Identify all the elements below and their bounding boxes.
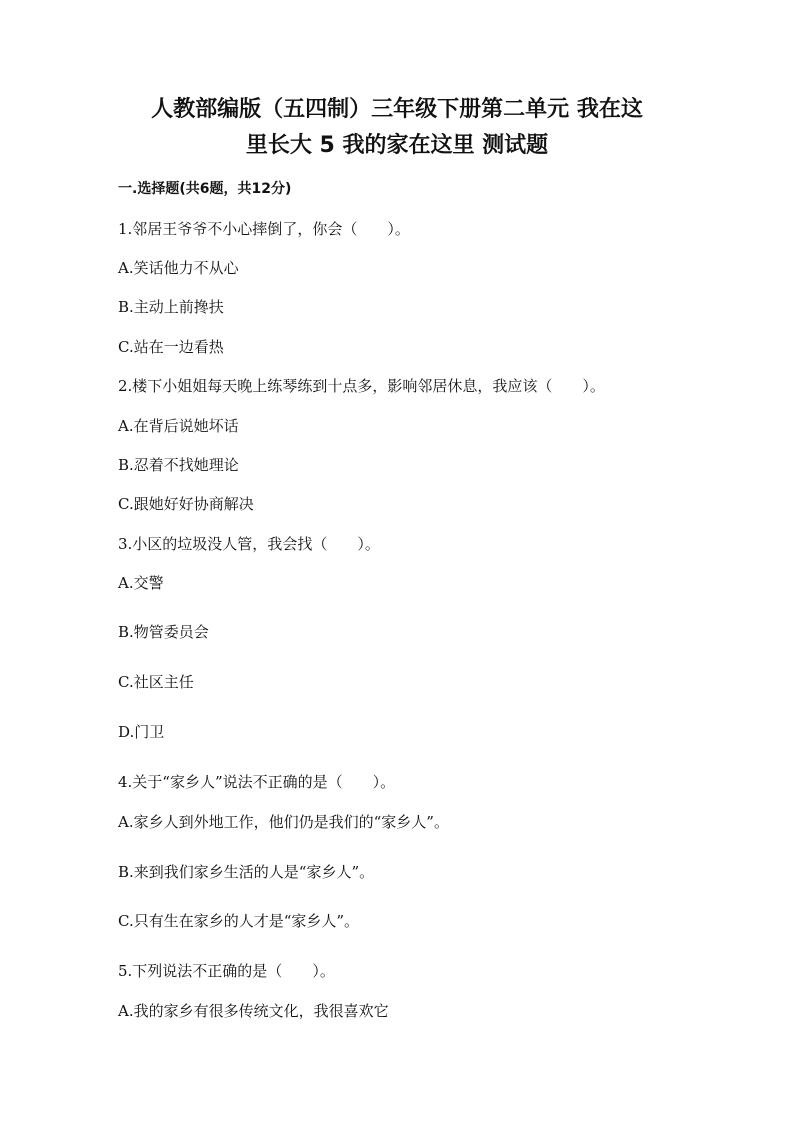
- question-2-stem: 2.楼下小姐姐每天晚上练琴练到十点多，影响邻居休息，我应该（ ）。: [118, 377, 605, 395]
- question-3-option-a: A.交警: [118, 574, 164, 592]
- question-1-option-a: A.笑话他力不从心: [118, 259, 239, 277]
- question-4-option-a: A.家乡人到外地工作，他们仍是我们的“家乡人”。: [118, 813, 449, 831]
- question-5-stem: 5.下列说法不正确的是（ ）。: [118, 962, 335, 980]
- question-3-option-c: C.社区主任: [118, 673, 194, 691]
- question-4-stem: 4.关于“家乡人”说法不正确的是（ ）。: [118, 773, 396, 791]
- question-2-option-b: B.忍着不找她理论: [118, 456, 239, 474]
- question-2-option-c: C.跟她好好协商解决: [118, 495, 254, 513]
- question-2-option-a: A.在背后说她坏话: [118, 417, 239, 435]
- question-1-option-b: B.主动上前搀扶: [118, 298, 224, 316]
- question-3-stem: 3.小区的垃圾没人管，我会找（ ）。: [118, 535, 380, 553]
- title-line-1: 人教部编版（五四制）三年级下册第二单元 我在这: [151, 97, 643, 122]
- question-3-option-d: D.门卫: [118, 723, 165, 741]
- question-4-option-c: C.只有生在家乡的人才是“家乡人”。: [118, 912, 360, 930]
- title-line-2: 里长大 5 我的家在这里 测试题: [245, 133, 549, 158]
- question-1-option-c: C.站在一边看热: [118, 338, 224, 356]
- question-3-option-b: B.物管委员会: [118, 623, 209, 641]
- document-title: [0, 92, 794, 164]
- question-5-option-a: A.我的家乡有很多传统文化，我很喜欢它: [118, 1002, 389, 1020]
- question-4-option-b: B.来到我们家乡生活的人是“家乡人”。: [118, 863, 375, 881]
- question-1-stem: 1.邻居王爷爷不小心摔倒了，你会（ ）。: [118, 220, 410, 238]
- section-header: 一.选择题(共6题，共12分): [118, 181, 292, 197]
